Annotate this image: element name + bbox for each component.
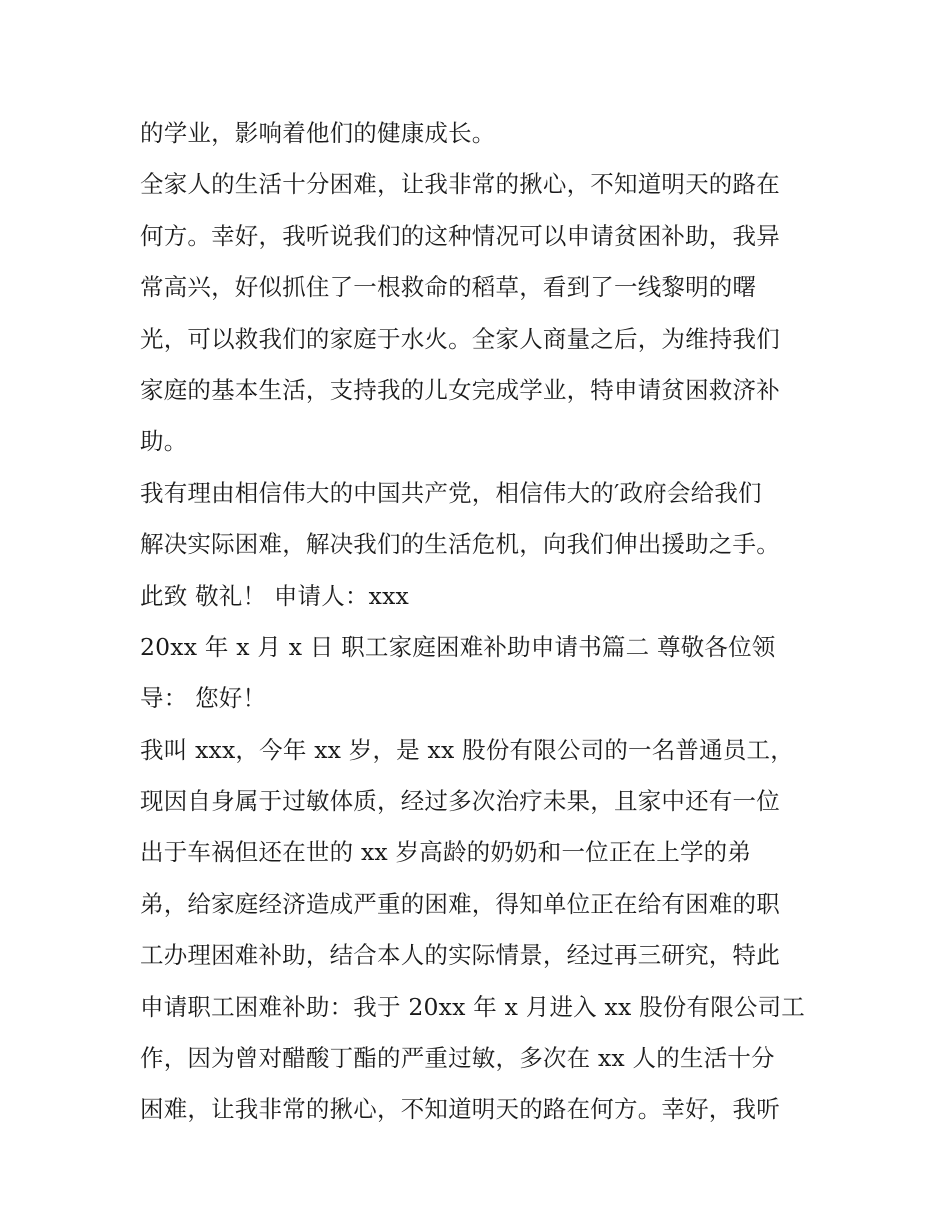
text-line: 何方。幸好，我听说我们的这种情况可以申请贫困补助，我异 bbox=[140, 221, 780, 250]
text-line: 现因自身属于过敏体质，经过多次治疗未果，且家中还有一位 bbox=[140, 787, 780, 816]
text-line: 解决实际困难，解决我们的生活危机，向我们伸出援助之手。 bbox=[140, 530, 780, 559]
text-line: 出于车祸但还在世的 xx 岁高龄的奶奶和一位正在上学的弟 bbox=[140, 838, 752, 867]
text-line: 弟，给家庭经济造成严重的困难，得知单位正在给有困难的职 bbox=[140, 889, 780, 918]
text-line: 全家人的生活十分困难，让我非常的揪心，不知道明天的路在 bbox=[140, 170, 780, 199]
text-line: 我叫 xxx，今年 xx 岁，是 xx 股份有限公司的一名普通员工， bbox=[140, 735, 794, 764]
text-line: 的学业，影响着他们的健康成长。 bbox=[140, 119, 496, 147]
text-line: 导： 您好！ bbox=[140, 684, 267, 713]
body-text bbox=[140, 108, 830, 1136]
text-line: 光，可以救我们的家庭于水火。全家人商量之后，为维持我们 bbox=[140, 324, 780, 353]
text-line: 工办理困难补助，结合本人的实际情景，经过再三研究，特此 bbox=[140, 941, 780, 970]
text-line: 家庭的基本生活，支持我的儿女完成学业，特申请贫困救济补 bbox=[140, 375, 780, 404]
text-line: 困难，让我非常的揪心，不知道明天的路在何方。幸好，我听 bbox=[140, 1095, 780, 1124]
text-line: 作，因为曾对醋酸丁酯的严重过敏，多次在 xx 人的生活十分 bbox=[140, 1044, 775, 1073]
text-line: 助。 bbox=[140, 427, 188, 456]
text-line: 常高兴，好似抓住了一根救命的稻草，看到了一线黎明的曙 bbox=[140, 273, 757, 302]
text-line: 申请职工困难补助：我于 20xx 年 x 月进入 xx 股份有限公司工 bbox=[140, 992, 805, 1021]
text-line: 我有理由相信伟大的中国共产党，相信伟大的′政府会给我们 bbox=[140, 478, 762, 507]
text-line: 此致 敬礼！ 申请人：xxx bbox=[140, 581, 409, 610]
text-line: 20xx 年 x 月 x 日 职工家庭困难补助申请书篇二 尊敬各位领 bbox=[140, 632, 776, 661]
